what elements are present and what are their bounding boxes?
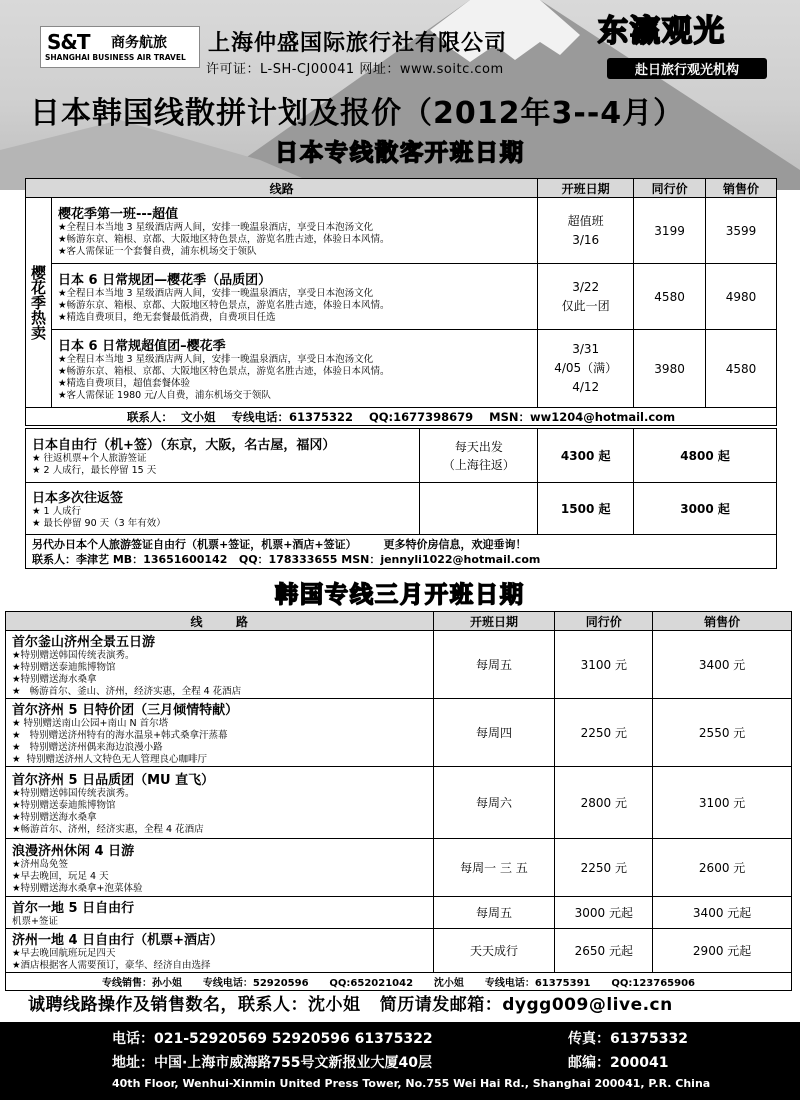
tour-note: ★ 最长停留 90 天（3 年有效） <box>32 518 166 529</box>
logo-en: SHANGHAI BUSINESS AIR TRAVEL <box>45 53 186 62</box>
table-row <box>6 897 792 929</box>
sale-price: 4980 <box>706 264 777 330</box>
tour-note: ★精选自费项目，绝无套餐最低消费，自费项目任选 <box>57 312 276 323</box>
tour-note: ★特别赠送泰迪熊博物馆 <box>12 662 116 673</box>
japan-freetravel-table <box>25 428 777 569</box>
tour-note: ★特别赠送海水桑拿 <box>12 812 97 823</box>
tour-note: ★全程日本当地 3 星级酒店两人间，安排一晚温泉酒店，享受日本泡汤文化 <box>57 354 374 365</box>
tour-note: ★全程日本当地 3 星级酒店两人间，安排一晚温泉酒店，享受日本泡汤文化 <box>57 288 374 299</box>
sale-price: 3599 <box>706 198 777 264</box>
japan-table <box>25 178 777 426</box>
tour-note: 机票+签证 <box>12 916 58 927</box>
sale-price: 2550 元 <box>653 699 792 767</box>
tour-note: ★早去晚回航班玩足四天 <box>12 948 116 959</box>
tour-note: ★精选自费项目，超值套餐体验 <box>57 378 191 389</box>
table-row <box>6 767 792 839</box>
header-sale-price: 销售价 <box>706 179 777 198</box>
tour-date: 每天出发 （上海往返） <box>420 429 538 483</box>
peer-price: 2650 元起 <box>555 929 653 973</box>
tour-note: ★畅游东京、箱根、京都、大阪地区特色景点，游览名胜古迹，体验日本风情。 <box>57 366 390 377</box>
japan-contact: 联系人： 文小姐 专线电话：61375322 QQ:1677398679 MSN：ww1204@hotmail.com <box>26 408 777 426</box>
footer-phone: 电话：021-52920569 52920596 61375322 <box>112 1031 433 1047</box>
tour-date: 超值班 3/16 <box>538 198 634 264</box>
side-label-cell <box>26 198 52 408</box>
contact-row <box>26 408 777 426</box>
tour-note: ★ 畅游首尔、釜山、济州，经济实惠，全程 4 花酒店 <box>12 686 242 697</box>
company-logo <box>40 26 200 68</box>
korea-subtitle: 韩国专线三月开班日期 <box>275 582 525 608</box>
peer-price: 1500 起 <box>538 483 634 535</box>
side-label: 樱花季热卖 <box>28 265 47 340</box>
peer-price: 2250 元 <box>555 839 653 897</box>
tour-note: ★畅游首尔、济州，经济实惠，全程 4 花酒店 <box>12 824 204 835</box>
tour-name: 首尔济州 5 日特价团（三月倾情特献） <box>12 703 239 718</box>
contact-row <box>6 973 792 991</box>
tour-note: ★ 特别赠送济州人文特色无人管理良心咖啡厅 <box>12 754 208 765</box>
tour-note: ★特别赠送韩国传统表演秀。 <box>12 650 135 661</box>
tour-name: 日本自由行（机+签）（东京，大阪，名古屋，福冈） <box>32 438 336 453</box>
table-row <box>26 264 777 330</box>
korea-contact: 专线销售：孙小姐 专线电话：52920596 QQ:652021042 沈小姐 专线电话：61375391 QQ:123765906 <box>6 973 792 991</box>
tour-name: 济州一地 4 日自由行（机票+酒店） <box>12 933 223 948</box>
tour-name: 日本 6 日常规超值团–樱花季 <box>57 339 226 354</box>
company-name: 上海仲盛国际旅行社有限公司 <box>208 31 508 56</box>
table-row <box>6 699 792 767</box>
empty-date-cell <box>420 483 538 535</box>
tour-note: ★早去晚回，玩足 4 天 <box>12 871 109 882</box>
tour-note: ★客人需保证一个套餐自费，浦东机场交于领队 <box>57 246 257 257</box>
brand-subtitle: 赴日旅行观光机构 <box>607 58 767 79</box>
footer-english-address: 40th Floor, Wenhui-Xinmin United Press Tower, No.755 Wei Hai Rd., Shanghai 200041, P.R. China <box>112 1077 711 1090</box>
header-date: 开班日期 <box>433 612 555 631</box>
tour-note: ★ 特别赠送济州特有的海水温泉+韩式桑拿汗蒸幕 <box>12 730 228 741</box>
visa-service-note: 另代办日本个人旅游签证自由行（机票+签证，机票+酒店+签证） 更多特价房信息，欢迎垂询！ <box>32 537 527 551</box>
table-row <box>26 330 777 408</box>
header-route: 线 路 <box>6 612 434 631</box>
peer-price: 2800 元 <box>555 767 653 839</box>
sale-price: 3000 起 <box>634 483 777 535</box>
japan-subtitle: 日本专线散客开班日期 <box>275 140 525 166</box>
korea-header-row <box>6 612 792 631</box>
sale-price: 4580 <box>706 330 777 408</box>
tour-note: ★ 1 人成行 <box>32 506 82 517</box>
recruitment-notice: 诚聘线路操作及销售数名，联系人：沈小姐 简历请发邮箱：dygg009@live.cn <box>28 995 673 1015</box>
sale-price: 3400 元 <box>653 631 792 699</box>
peer-price: 3199 <box>634 198 706 264</box>
tour-note: ★客人需保证 1980 元/人自费，浦东机场交于领队 <box>57 390 271 401</box>
sale-price: 4800 起 <box>634 429 777 483</box>
header-peer-price: 同行价 <box>555 612 653 631</box>
tour-date: 天天成行 <box>433 929 555 973</box>
tour-note: ★畅游东京、箱根、京都、大阪地区特色景点，游览名胜古迹，体验日本风情。 <box>57 300 390 311</box>
table-row <box>6 929 792 973</box>
tour-note: ★特别赠送泰迪熊博物馆 <box>12 800 116 811</box>
table-row <box>6 631 792 699</box>
tour-note: ★畅游东京、箱根、京都、大阪地区特色景点，游览名胜古迹，体验日本风情。 <box>57 234 390 245</box>
tour-date: 3/22 仅此一团 <box>538 264 634 330</box>
sale-price: 3100 元 <box>653 767 792 839</box>
tour-note: ★特别赠送海水桑拿 <box>12 674 97 685</box>
sale-price: 3400 元起 <box>653 897 792 929</box>
peer-price: 4300 起 <box>538 429 634 483</box>
tour-name: 首尔釜山济州全景五日游 <box>12 635 156 650</box>
tour-note: ★特别赠送海水桑拿+泡菜体验 <box>12 883 143 894</box>
tour-date: 每周四 <box>433 699 555 767</box>
peer-price: 2250 元 <box>555 699 653 767</box>
tour-name: 首尔济州 5 日品质团（MU 直飞） <box>12 773 215 788</box>
logo-mark: S&T <box>47 30 90 54</box>
table-row <box>6 839 792 897</box>
visa-contact: 联系人：李津艺 MB：13651600142 QQ：178333655 MSN：jennyli1022@hotmail.com <box>32 552 541 566</box>
table-row <box>26 198 777 264</box>
footer-address: 地址：中国·上海市威海路755号文新报业大厦40层 <box>112 1055 433 1071</box>
sale-price: 2900 元起 <box>653 929 792 973</box>
tour-date: 3/31 4/05（满） 4/12 <box>538 330 634 408</box>
tour-note: ★ 特别赠送南山公园+南山 N 首尔塔 <box>12 718 169 729</box>
header-date: 开班日期 <box>538 179 634 198</box>
tour-note: ★ 2 人成行，最长停留 15 天 <box>32 465 157 476</box>
header-banner <box>0 0 800 190</box>
tour-name: 樱花季第一班---超值 <box>57 207 179 222</box>
license-website: 许可证：L-SH-CJ00041 网址：www.soitc.com <box>206 62 504 77</box>
tour-name: 日本 6 日常规团—樱花季（品质团） <box>57 273 272 288</box>
tour-date: 每周五 <box>433 631 555 699</box>
tour-date: 每周一 三 五 <box>433 839 555 897</box>
tour-note: ★济州岛免签 <box>12 859 69 870</box>
japan-header-row <box>26 179 777 198</box>
header-sale-price: 销售价 <box>653 612 792 631</box>
tour-note: ★全程日本当地 3 星级酒店两人间，安排一晚温泉酒店，享受日本泡汤文化 <box>57 222 374 233</box>
peer-price: 4580 <box>634 264 706 330</box>
table-row <box>26 429 777 483</box>
tour-name: 浪漫济州休闲 4 日游 <box>12 844 135 859</box>
peer-price: 3000 元起 <box>555 897 653 929</box>
tour-note: ★特别赠送韩国传统表演秀。 <box>12 788 135 799</box>
header-peer-price: 同行价 <box>634 179 706 198</box>
tour-note: ★酒店根据客人需要预订，豪华、经济自由选择 <box>12 960 211 971</box>
tour-date: 每周六 <box>433 767 555 839</box>
peer-price: 3980 <box>634 330 706 408</box>
table-row <box>26 483 777 535</box>
header-route: 线路 <box>26 179 538 198</box>
footer-postcode: 邮编：200041 <box>568 1055 669 1071</box>
tour-name: 首尔一地 5 日自由行 <box>12 901 135 916</box>
footer <box>0 1022 800 1100</box>
footer-fax: 传真：61375332 <box>568 1031 688 1047</box>
tour-note: ★ 往返机票+个人旅游签证 <box>32 453 147 464</box>
page-title: 日本韩国线散拼计划及报价（2012年3--4月） <box>30 96 685 131</box>
logo-cn: 商务航旅 <box>111 35 167 51</box>
tour-date: 每周五 <box>433 897 555 929</box>
tour-name: 日本多次往返签 <box>32 491 124 506</box>
korea-table <box>5 611 792 991</box>
brand-title: 东瀛观光 <box>598 14 726 49</box>
tour-note: ★ 特别赠送济州偶来海边浪漫小路 <box>12 742 163 753</box>
sale-price: 2600 元 <box>653 839 792 897</box>
peer-price: 3100 元 <box>555 631 653 699</box>
extra-row <box>26 535 777 569</box>
